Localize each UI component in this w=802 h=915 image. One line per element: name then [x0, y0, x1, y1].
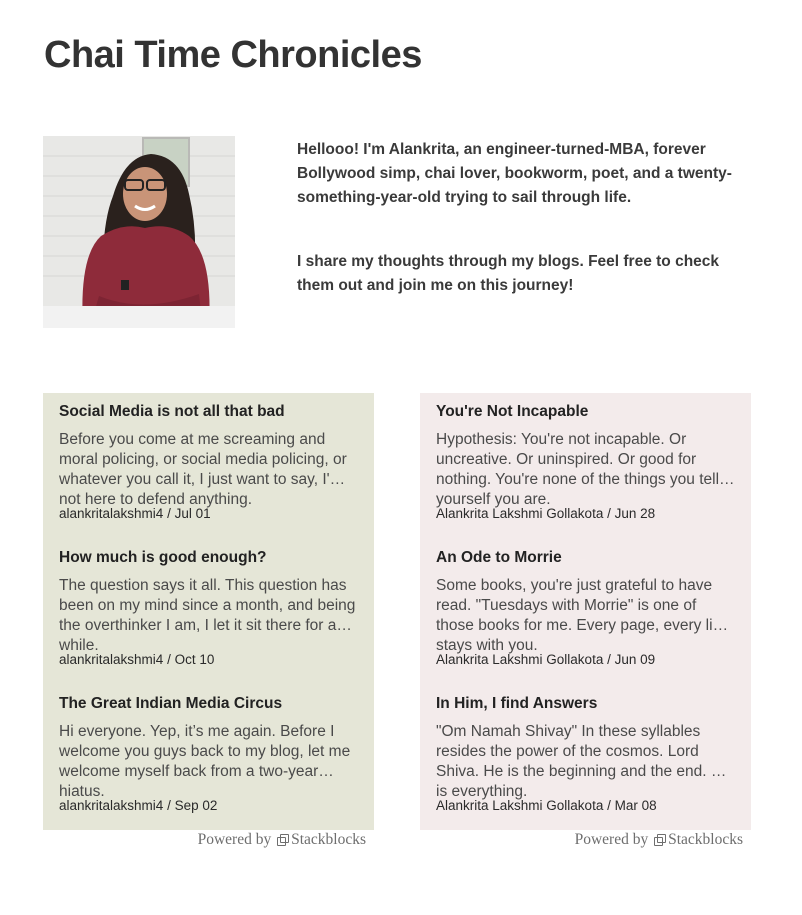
meta-separator: /	[607, 798, 611, 813]
meta-separator: /	[607, 506, 611, 521]
post-author: Alankrita Lakshmi Gollakota	[436, 506, 604, 521]
post-author: Alankrita Lakshmi Gollakota	[436, 652, 604, 667]
post-author: alankritalakshmi4	[59, 506, 164, 521]
stackblocks-icon	[277, 834, 288, 845]
post-item[interactable]	[59, 549, 358, 695]
post-meta	[436, 506, 735, 522]
post-date: Sep 02	[174, 798, 218, 813]
post-excerpt: "Om Namah Shivay" In these syllables resides the power of the cosmos. Lord Shiva. He is the beginning and the end. He is everything.	[436, 723, 731, 800]
meta-separator: /	[167, 652, 171, 667]
powered-by-brand: Stackblocks	[291, 831, 366, 848]
post-item[interactable]	[436, 403, 735, 549]
post-title[interactable]: How much is good enough?	[59, 549, 267, 566]
post-date: Jun 09	[614, 652, 656, 667]
post-meta	[59, 652, 358, 668]
powered-by-brand: Stackblocks	[668, 831, 743, 848]
post-meta	[436, 798, 735, 814]
post-excerpt: Some books, you're just grateful to have read. "Tuesdays with Morrie" is one of those books for me. Every page, every line stays with you.	[436, 577, 730, 654]
post-author: alankritalakshmi4	[59, 798, 164, 813]
post-item[interactable]	[436, 549, 735, 695]
meta-separator: /	[167, 506, 171, 521]
bio-paragraph: Hellooo! I'm Alankrita, an engineer-turned-MBA, forever Bollywood simp, chai lover, bookworm, poet, and a twenty-something-year-old trying to sail through life.	[297, 141, 732, 206]
powered-by-link[interactable]	[35, 830, 366, 850]
profile-photo	[43, 136, 235, 328]
post-date: Oct 10	[174, 652, 215, 667]
meta-separator: /	[167, 798, 171, 813]
post-title[interactable]: In Him, I find Answers	[436, 695, 598, 712]
post-excerpt: Hypothesis: You're not incapable. Or uncreative. Or uninspired. Or good for nothing. You're none of the things you tell yourself you are.	[436, 431, 720, 508]
post-item[interactable]	[436, 695, 735, 841]
post-excerpt: Hi everyone. Yep, it’s me again. Before I welcome you guys back to my blog, let me welcome myself back from a two-year hiatus.	[59, 723, 351, 800]
post-item[interactable]	[59, 695, 358, 841]
bio-paragraph: I share my thoughts through my blogs. Feel free to check them out and join me on this journey!	[297, 253, 720, 294]
powered-by-label: Powered by	[197, 831, 272, 848]
post-date: Jun 28	[614, 506, 656, 521]
stackblocks-icon	[654, 834, 665, 845]
blog-feed-card	[43, 393, 374, 830]
post-date: Mar 08	[614, 798, 657, 813]
post-title[interactable]: An Ode to Morrie	[436, 549, 562, 566]
post-meta	[59, 798, 358, 814]
post-title[interactable]: Social Media is not all that bad	[59, 403, 285, 420]
meta-separator: /	[607, 652, 611, 667]
page-title: Chai Time Chronicles	[44, 34, 422, 76]
post-title[interactable]: You're Not Incapable	[436, 403, 589, 420]
powered-by-link[interactable]	[412, 830, 743, 850]
post-excerpt: Before you come at me screaming and moral policing, or social media policing, or whatever you call it, I just want to say, I'm not here to defend anything.	[59, 431, 347, 508]
post-excerpt: The question says it all. This question has been on my mind since a month, and being the overthinker I am, I let it sit there for a while.	[59, 577, 356, 654]
post-item[interactable]	[59, 403, 358, 549]
post-author: alankritalakshmi4	[59, 652, 164, 667]
post-date: Jul 01	[174, 506, 211, 521]
post-author: Alankrita Lakshmi Gollakota	[436, 798, 604, 813]
post-meta	[436, 652, 735, 668]
blog-feed-card	[420, 393, 751, 830]
post-meta	[59, 506, 358, 522]
post-title[interactable]: The Great Indian Media Circus	[59, 695, 283, 712]
powered-by-label: Powered by	[574, 831, 649, 848]
bio-section	[297, 138, 757, 338]
